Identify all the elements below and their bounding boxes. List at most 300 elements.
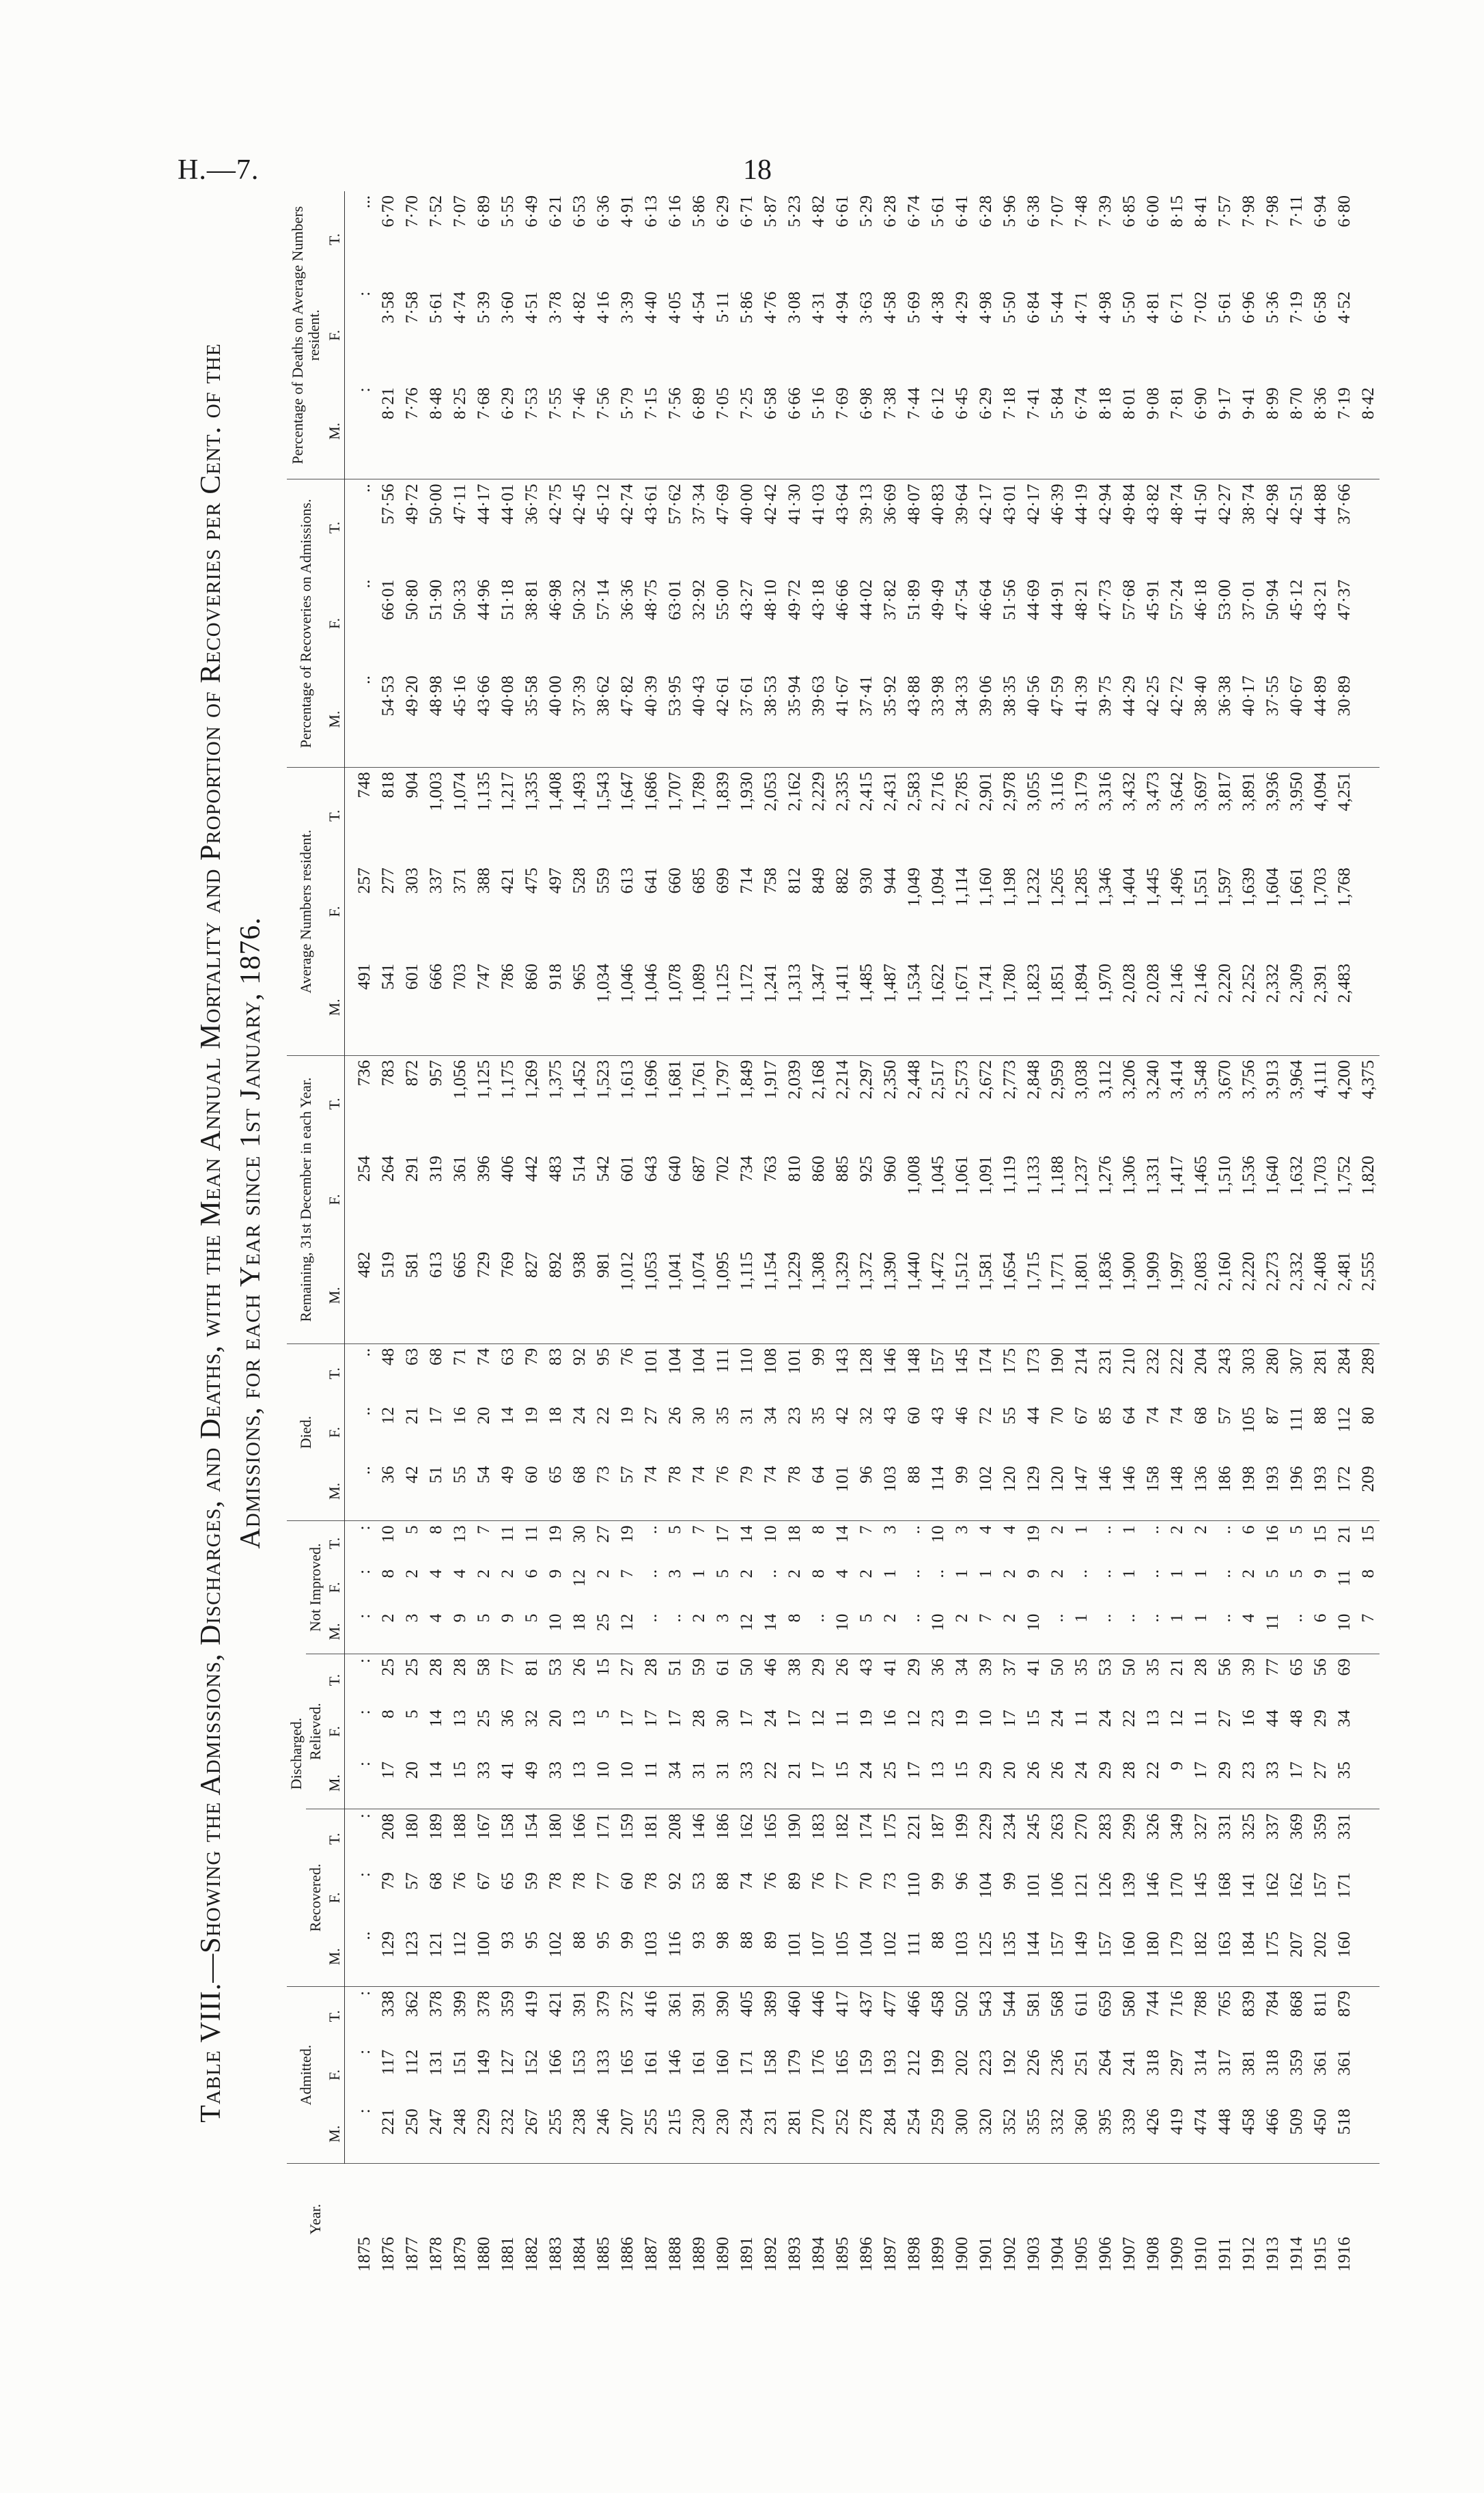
table-cell: 4·31	[808, 291, 828, 324]
table-cell: 11	[1071, 1710, 1091, 1727]
table-cell: 1,496	[1166, 867, 1186, 907]
table-cell: 13	[569, 1710, 589, 1727]
table-cell: 9·17	[1212, 383, 1236, 479]
table-cell: ..	[760, 1569, 780, 1578]
table-cell: 3,642	[1166, 772, 1186, 811]
table-cell: 1,703	[1310, 867, 1330, 907]
table-cell: 1,894	[1069, 960, 1093, 1056]
table-cell: 108	[760, 1348, 780, 1375]
header-m: M.	[325, 1610, 345, 1654]
table-cell: 788	[1190, 1990, 1210, 2017]
table-cell: 59	[521, 1872, 541, 1890]
table-cell	[1356, 863, 1380, 960]
table-cell	[1356, 768, 1380, 864]
table-cell: 5·29	[856, 195, 876, 227]
table-cell: 29	[904, 1658, 923, 1676]
table-cell: 7·07	[1047, 195, 1067, 227]
year-cell: 1878	[425, 2237, 445, 2272]
table-cell: ..	[641, 1525, 660, 1535]
table-cell: 49·72	[784, 579, 804, 621]
table-cell: 938	[567, 1248, 591, 1344]
table-cell: 58	[473, 1658, 493, 1676]
table-cell	[1356, 1705, 1380, 1757]
table-row	[471, 191, 495, 2274]
table-cell: 161	[688, 2049, 708, 2076]
table-cell: 421	[545, 1990, 565, 2017]
table-row	[543, 191, 567, 2274]
table-cell: 42·42	[760, 484, 780, 525]
table-cell: ..	[639, 1610, 662, 1654]
table-cell: 659	[1095, 1990, 1115, 2017]
table-cell: 30	[712, 1710, 732, 1727]
table-cell: 12	[808, 1710, 828, 1727]
table-cell: 1,188	[1047, 1156, 1067, 1195]
table-cell: 180	[402, 1813, 421, 1840]
table-cell: 53·95	[662, 671, 686, 768]
table-cell: 1,820	[1358, 1156, 1377, 1195]
table-cell: 80	[1358, 1406, 1377, 1425]
table-cell: 1,487	[878, 960, 901, 1056]
table-cell: 127	[497, 2049, 517, 2076]
table-cell: 57·68	[1119, 579, 1138, 621]
table-cell: 442	[521, 1156, 541, 1182]
table-cell: 60	[904, 1406, 923, 1425]
table-row	[1236, 191, 1260, 2274]
table-title	[191, 191, 270, 2274]
table-cell: 17	[664, 1710, 684, 1727]
table-cell: 77	[497, 1658, 517, 1676]
table-cell: 8	[808, 1569, 828, 1578]
table-cell: 6·16	[664, 195, 684, 227]
table-cell: 152	[521, 2049, 541, 2076]
table-cell: 17	[1188, 1757, 1212, 1809]
table-cell: :	[345, 1610, 376, 1654]
table-cell: 5	[519, 1610, 543, 1654]
table-cell: 38·62	[591, 671, 615, 768]
header-relieved: Relieved.	[306, 1654, 325, 1809]
table-cell: 37·41	[854, 671, 878, 768]
table-cell: 157	[1093, 1927, 1117, 1987]
table-cell: 291	[402, 1156, 421, 1182]
table-cell: 6·58	[1310, 291, 1330, 324]
table-cell: 396	[473, 1156, 493, 1182]
table-cell: 359	[1286, 2049, 1306, 2076]
header-m: M.	[325, 1927, 345, 1987]
table-cell: 180	[1140, 1927, 1164, 1987]
table-cell: 528	[569, 867, 589, 894]
table-cell: 1,053	[639, 1248, 662, 1344]
table-cell: 543	[975, 1990, 995, 2017]
table-row	[1260, 191, 1284, 2274]
table-cell: 245	[1023, 1813, 1043, 1840]
year-cell: 1907	[1119, 2237, 1138, 2272]
table-cell: 40·08	[495, 671, 519, 768]
table-cell: 159	[856, 2049, 876, 2076]
table-cell: 246	[591, 2104, 615, 2164]
table-row	[1069, 191, 1093, 2274]
table-cell: 68	[567, 1462, 591, 1521]
table-cell: 17	[617, 1710, 636, 1727]
table-cell: 51	[664, 1658, 684, 1676]
table-cell: 9	[1310, 1569, 1330, 1578]
table-cell: 121	[423, 1927, 447, 1987]
table-cell: 252	[830, 2104, 854, 2164]
table-cell: 182	[832, 1813, 852, 1840]
table-cell: 39·13	[856, 484, 876, 525]
header-admitted: Admitted.	[287, 1986, 325, 2164]
table-cell: 31	[686, 1757, 710, 1809]
table-cell: 317	[1214, 2049, 1234, 2076]
table-cell: 160	[1117, 1927, 1140, 1987]
table-cell: 68	[425, 1348, 445, 1366]
table-cell: 6·89	[473, 195, 493, 227]
table-cell: 50·33	[449, 579, 469, 621]
table-cell: 199	[951, 1813, 971, 1840]
table-cell: 67	[1071, 1406, 1091, 1425]
table-cell: 45·12	[593, 484, 613, 525]
table-cell: :	[345, 1757, 376, 1809]
table-cell: 36·75	[521, 484, 541, 525]
table-cell: 1,654	[997, 1248, 1021, 1344]
table-cell: 327	[1190, 1813, 1210, 1840]
table-cell: 60	[617, 1872, 636, 1890]
table-cell: 107	[806, 1927, 830, 1987]
table-cell: 3	[880, 1525, 899, 1535]
table-cell: 289	[1358, 1348, 1377, 1375]
table-cell: ..	[1214, 1569, 1234, 1578]
table-cell: 76	[617, 1348, 636, 1366]
table-cell: 24	[1069, 1757, 1093, 1809]
table-cell: :	[354, 1872, 374, 1878]
table-cell: 28	[1117, 1757, 1140, 1809]
table-cell: 509	[1284, 2104, 1308, 2164]
table-cell: 8·18	[1093, 383, 1117, 479]
table-cell: 157	[927, 1348, 947, 1375]
table-cell: 3	[664, 1569, 684, 1578]
table-cell: 3,316	[1095, 772, 1115, 811]
table-cell: 1,078	[662, 960, 686, 1056]
table-cell: 47·69	[712, 484, 732, 525]
table-cell: ..	[1095, 1569, 1115, 1578]
table-cell: 42	[400, 1462, 423, 1521]
table-cell: 1,632	[1286, 1156, 1306, 1195]
table-cell: 17	[376, 1757, 400, 1809]
table-cell: 4·71	[1071, 291, 1091, 324]
table-cell: 1,761	[688, 1059, 708, 1100]
table-cell: 221	[376, 2104, 400, 2164]
table-cell: 47·73	[1095, 579, 1115, 621]
table-cell: 143	[832, 1348, 852, 1375]
table-cell: 43·64	[832, 484, 852, 525]
year-cell: 1891	[736, 2237, 756, 2272]
table-cell: 280	[1262, 1348, 1282, 1375]
table-cell: 59	[688, 1658, 708, 1676]
table-cell: 36·69	[880, 484, 899, 525]
table-cell: 67	[473, 1872, 493, 1890]
table-cell: 5·84	[1045, 383, 1069, 479]
table-cell: 13	[1143, 1710, 1162, 1727]
table-cell: 7·44	[901, 383, 925, 479]
table-cell: 1	[1071, 1525, 1091, 1535]
table-cell: 3,055	[1023, 772, 1043, 811]
table-cell: 44·02	[856, 579, 876, 621]
table-cell: 116	[662, 1927, 686, 1987]
table-cell: 5·23	[784, 195, 804, 227]
table-cell: 7·07	[449, 195, 469, 227]
table-cell: 6·70	[378, 195, 397, 227]
table-cell: 11	[497, 1525, 517, 1542]
table-cell: 78	[782, 1462, 806, 1521]
table-cell: 44·89	[1308, 671, 1332, 768]
table-cell: 49	[495, 1462, 519, 1521]
table-cell: 120	[1045, 1462, 1069, 1521]
table-cell: 114	[925, 1462, 949, 1521]
table-cell: 685	[688, 867, 708, 894]
table-cell: 17	[736, 1710, 756, 1727]
table-cell: 6·96	[1238, 291, 1258, 324]
table-row	[1140, 191, 1164, 2274]
page-number: 18	[743, 154, 772, 186]
table-cell: 103	[949, 1927, 973, 1987]
table-cell: 6·12	[925, 383, 949, 479]
table-cell: 297	[1166, 2049, 1186, 2076]
table-cell: 1,265	[1047, 867, 1067, 907]
table-cell: 3,950	[1286, 772, 1306, 811]
table-cell: :	[354, 2049, 374, 2055]
table-cell: 1,465	[1190, 1156, 1210, 1195]
table-cell: :	[354, 1710, 374, 1715]
table-cell: 6·00	[1143, 195, 1162, 227]
table-cell: 2,848	[1023, 1059, 1043, 1100]
table-cell: 9	[1164, 1757, 1188, 1809]
table-cell: 318	[1143, 2049, 1162, 2076]
table-cell: 44·91	[1047, 579, 1067, 621]
table-cell: 101	[1023, 1872, 1043, 1899]
table-cell: 6	[1238, 1525, 1258, 1535]
table-cell: 26	[664, 1406, 684, 1425]
table-cell: 14	[758, 1610, 782, 1654]
table-cell: 2,309	[1284, 960, 1308, 1056]
table-cell: 47·82	[615, 671, 639, 768]
table-cell: 2,146	[1164, 960, 1188, 1056]
table-cell: 74	[473, 1348, 493, 1366]
table-cell: 1,276	[1095, 1156, 1115, 1195]
table-cell: 236	[1047, 2049, 1067, 2076]
table-cell: 1,217	[497, 772, 517, 811]
table-cell: 1,917	[760, 1059, 780, 1100]
table-cell: 55	[447, 1462, 471, 1521]
table-cell: 1	[688, 1569, 708, 1578]
table-cell: 3,964	[1286, 1059, 1306, 1100]
table-cell: 6·13	[641, 195, 660, 227]
table-cell: 1,003	[425, 772, 445, 811]
table-cell: 1,034	[591, 960, 615, 1056]
table-cell: 419	[521, 1990, 541, 2017]
table-cell: 1,114	[951, 867, 971, 906]
table-row	[1332, 191, 1356, 2274]
table-cell: 44·17	[473, 484, 493, 525]
table-cell: 2,555	[1356, 1248, 1380, 1344]
table-cell: 146	[1117, 1462, 1140, 1521]
table-cell: 1,335	[521, 772, 541, 811]
table-cell: 3·08	[784, 291, 804, 324]
table-cell: 7·55	[543, 383, 567, 479]
table-cell: 1,900	[1117, 1248, 1140, 1344]
table-cell: 42·45	[569, 484, 589, 525]
table-row	[734, 191, 758, 2274]
table-cell: 254	[901, 2104, 925, 2164]
table-cell: 2,053	[760, 772, 780, 811]
table-cell: 38·81	[521, 579, 541, 621]
table-cell: 16	[880, 1710, 899, 1727]
table-cell: 15	[1310, 1525, 1330, 1543]
table-cell: 475	[521, 867, 541, 894]
table-cell: 105	[830, 1927, 854, 1987]
table-cell: 601	[617, 1156, 636, 1182]
table-cell: 230	[686, 2104, 710, 2164]
table-cell: 10	[591, 1757, 615, 1809]
table-cell: 63·01	[664, 579, 684, 621]
table-row	[662, 191, 686, 2274]
table-cell: 162	[1262, 1872, 1282, 1899]
table-cell: 11	[1260, 1610, 1284, 1654]
table-cell: 702	[712, 1156, 732, 1182]
table-row	[615, 191, 639, 2274]
table-cell: 146	[1093, 1462, 1117, 1521]
table-cell: 7·52	[425, 195, 445, 227]
table-cell: 1,056	[449, 1059, 469, 1100]
table-cell: 34	[760, 1406, 780, 1425]
table-cell: 4·16	[593, 291, 613, 324]
table-cell: 11	[639, 1757, 662, 1809]
table-cell: 8·41	[1190, 195, 1210, 227]
table-cell: 270	[806, 2104, 830, 2164]
table-cell: 57	[1214, 1406, 1234, 1425]
table-cell: 4,251	[1334, 772, 1354, 811]
table-cell: 640	[664, 1156, 684, 1182]
table-cell: 144	[1021, 1927, 1045, 1987]
table-cell: 255	[543, 2104, 567, 2164]
table-cell: 78	[545, 1872, 565, 1890]
table-cell: 450	[1308, 2104, 1332, 2164]
table-cell: 35	[1071, 1658, 1091, 1676]
table-cell: 42	[832, 1406, 852, 1425]
table-cell: 125	[973, 1927, 997, 1987]
table-cell: 146	[1143, 1872, 1162, 1899]
table-cell: 102	[543, 1927, 567, 1987]
table-cell: 6·45	[949, 383, 973, 479]
table-cell: 193	[1260, 1462, 1284, 1521]
table-cell: 112	[402, 2049, 421, 2076]
table-cell: 460	[784, 1990, 804, 2017]
table-cell: 5	[1286, 1569, 1306, 1578]
table-cell: 925	[856, 1156, 876, 1182]
table-cell: 19	[521, 1406, 541, 1425]
table-cell: 2,214	[832, 1059, 852, 1100]
table-cell: 502	[951, 1990, 971, 2017]
table-cell: 3,432	[1119, 772, 1138, 811]
table-cell: 960	[880, 1156, 899, 1182]
table-cell: 106	[1047, 1872, 1067, 1899]
table-cell: 3,891	[1238, 772, 1258, 811]
table-cell: 57	[402, 1872, 421, 1890]
table-cell: 45·12	[1286, 579, 1306, 621]
table-cell: 1,661	[1286, 867, 1306, 907]
table-cell: 22	[758, 1757, 782, 1809]
table-cell: 1,597	[1214, 867, 1234, 907]
table-cell: 1,997	[1164, 1248, 1188, 1344]
table-cell	[1356, 1809, 1380, 1869]
table-cell: 284	[878, 2104, 901, 2164]
table-row	[997, 191, 1021, 2274]
table-row	[758, 191, 782, 2274]
year-cell: 1912	[1238, 2237, 1258, 2272]
table-cell: 10	[378, 1525, 397, 1543]
table-cell: 1,154	[758, 1248, 782, 1344]
table-cell: 519	[376, 1248, 400, 1344]
table-cell: 40·00	[543, 671, 567, 768]
table-cell: 361	[449, 1156, 469, 1182]
table-cell: 43	[880, 1406, 899, 1425]
table-cell: 28	[1190, 1658, 1210, 1676]
table-cell: 2,335	[832, 772, 852, 811]
table-cell: :	[354, 1813, 374, 1819]
table-cell: 19	[545, 1525, 565, 1543]
table-cell: 162	[736, 1813, 756, 1840]
table-cell: 391	[688, 1990, 708, 2017]
table-cell: 102	[973, 1462, 997, 1521]
table-cell: 179	[1164, 1927, 1188, 1987]
table-cell: 24	[760, 1710, 780, 1727]
table-cell: 8·01	[1117, 383, 1140, 479]
table-cell: 19	[951, 1710, 971, 1727]
table-cell: 1,801	[1069, 1248, 1093, 1344]
table-cell: 13	[449, 1525, 469, 1543]
table-cell: 5	[402, 1710, 421, 1719]
table-cell: 4·54	[688, 291, 708, 324]
table-cell: 6·84	[1023, 291, 1043, 324]
year-cell: 1901	[975, 2237, 995, 2272]
table-cell: 1,970	[1093, 960, 1117, 1056]
table-cell: 7·48	[1071, 195, 1091, 227]
table-cell: 3,756	[1238, 1059, 1258, 1100]
table-cell: 904	[402, 772, 421, 798]
table-cell: 15	[949, 1757, 973, 1809]
table-cell: 12	[904, 1710, 923, 1727]
table-cell: 257	[354, 867, 374, 894]
table-cell: 786	[495, 960, 519, 1056]
table-cell: 699	[712, 867, 732, 894]
table-cell: 193	[1308, 1462, 1332, 1521]
table-cell: 17	[901, 1757, 925, 1809]
table-cell: 827	[519, 1248, 543, 1344]
table-cell: 7·57	[1214, 195, 1234, 227]
table-cell: 10	[830, 1610, 854, 1654]
table-cell: 1,851	[1045, 960, 1069, 1056]
table-cell: 65	[543, 1462, 567, 1521]
table-cell: 136	[1188, 1462, 1212, 1521]
header-m: M.	[325, 960, 345, 1056]
table-cell	[1356, 576, 1380, 672]
table-cell: 1,346	[1095, 867, 1115, 907]
table-cell: 165	[617, 2049, 636, 2076]
year-cell: 1896	[856, 2237, 876, 2272]
table-cell: 35·58	[519, 671, 543, 768]
table-cell: 362	[402, 1990, 421, 2017]
table-cell: 1,445	[1143, 867, 1162, 907]
table-cell: 6·38	[1023, 195, 1043, 227]
table-cell: 446	[808, 1990, 828, 2017]
